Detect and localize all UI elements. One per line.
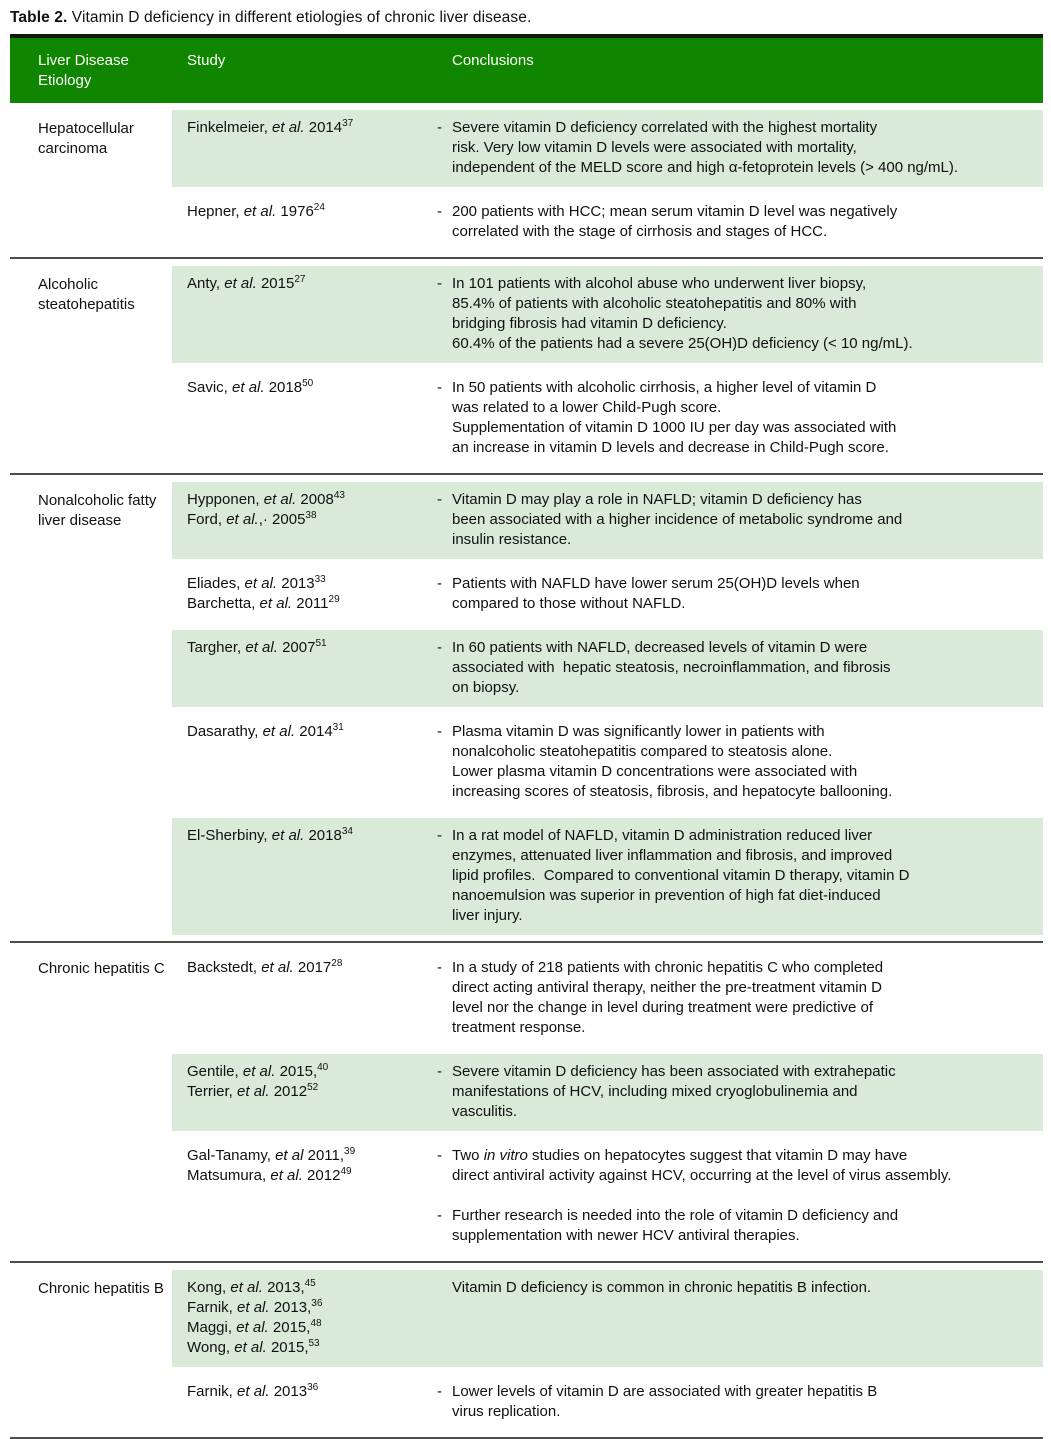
conclusion-line: In 60 patients with NAFLD, decreased levels of vitamin D were	[452, 639, 868, 656]
conclusion-bullet	[437, 202, 1043, 242]
conclusion-cell	[420, 274, 1043, 354]
study-cell	[172, 574, 420, 614]
study-reference	[187, 1382, 420, 1402]
reference-superscript: 43	[333, 490, 345, 501]
study-reference	[187, 490, 420, 510]
plain-text: ,· 2005	[258, 511, 306, 528]
plain-text: 2014	[304, 119, 343, 136]
plain-text: Two	[452, 1147, 484, 1164]
bullet-dash: -	[437, 1063, 442, 1080]
bullet-lines	[452, 1278, 871, 1298]
study-reference	[187, 510, 420, 530]
etiology-section	[10, 103, 1043, 257]
plain-text: Barchetta,	[187, 595, 260, 612]
study-reference	[187, 1338, 420, 1358]
conclusion-cell	[420, 1278, 1043, 1358]
section-rows	[172, 266, 1043, 467]
study-cell	[172, 722, 420, 802]
bullet-dash	[437, 1278, 452, 1298]
conclusion-bullet	[437, 1206, 1043, 1246]
conclusion-line: 200 patients with HCC; mean serum vitamin D level was negatively	[452, 203, 898, 220]
section-rows	[172, 1270, 1043, 1431]
study-cell	[172, 1062, 420, 1122]
conclusion-line: bridging fibrosis had vitamin D deficiency.	[452, 315, 727, 332]
study-cell	[172, 826, 420, 926]
study-reference	[187, 1318, 420, 1338]
table-row	[172, 1138, 1043, 1255]
study-cell	[172, 1278, 420, 1358]
plain-text: Wong,	[187, 1339, 235, 1356]
conclusion-line: Plasma vitamin D was significantly lower in patients with	[452, 723, 825, 740]
reference-superscript: 34	[341, 826, 353, 837]
conclusion-line: virus replication.	[452, 1403, 561, 1420]
study-reference	[187, 594, 420, 614]
conclusion-line: Severe vitamin D deficiency has been associated with extrahepatic	[452, 1063, 896, 1080]
conclusion-bullet	[437, 574, 1043, 614]
bullet-lines	[452, 722, 892, 802]
conclusion-cell	[420, 378, 1043, 458]
reference-superscript: 24	[313, 202, 325, 213]
conclusion-bullet	[437, 722, 1043, 802]
bullet-lines	[452, 1382, 877, 1422]
study-reference	[187, 1082, 420, 1102]
plain-text: Matsumura,	[187, 1167, 271, 1184]
italic-text: et al.	[226, 511, 259, 528]
table-row	[172, 950, 1043, 1047]
conclusion-line: risk. Very low vitamin D levels were associated with mortality,	[452, 139, 857, 156]
italic-text: et al.	[236, 1319, 269, 1336]
conclusion-cell	[420, 638, 1043, 698]
header-cell-study	[172, 51, 420, 91]
bullet-lines	[452, 574, 860, 614]
plain-text: 2013,	[262, 1279, 305, 1296]
conclusion-line: In 50 patients with alcoholic cirrhosis, a higher level of vitamin D	[452, 379, 877, 396]
plain-text: Farnik,	[187, 1299, 238, 1316]
conclusion-line: direct acting antiviral therapy, neither the pre-treatment vitamin D	[452, 979, 882, 996]
reference-superscript: 31	[332, 722, 344, 733]
study-cell	[172, 274, 420, 354]
table-header-row	[10, 34, 1043, 103]
plain-text: Finkelmeier,	[187, 119, 273, 136]
conclusion-line: direct antiviral activity against HCV, occurring at the level of virus assembly.	[452, 1167, 952, 1184]
conclusion-line: Patients with NAFLD have lower serum 25(OH)D levels when	[452, 575, 860, 592]
conclusion-line: In a rat model of NAFLD, vitamin D administration reduced liver	[452, 827, 873, 844]
italic-text: et al.	[261, 959, 294, 976]
conclusion-cell	[420, 1146, 1043, 1246]
study-reference	[187, 722, 420, 742]
italic-text: et al.	[262, 723, 296, 740]
italic-text: et al.	[245, 639, 278, 656]
study-reference	[187, 1146, 420, 1166]
conclusion-line: enzymes, attenuated liver inflammation and fibrosis, and improved	[452, 847, 893, 864]
bullet-dash: -	[437, 1383, 442, 1400]
table-body	[10, 103, 1043, 1437]
plain-text: Dasarathy,	[187, 723, 263, 740]
plain-text: 2015,	[275, 1063, 318, 1080]
plain-text: 2017	[293, 959, 332, 976]
plain-text: 2013	[277, 575, 315, 592]
conclusion-line: increasing scores of steatosis, fibrosis, and hepatocyte ballooning.	[452, 783, 893, 800]
plain-text: Ford,	[187, 511, 227, 528]
conclusion-cell	[420, 490, 1043, 550]
bullet-lines	[452, 378, 896, 458]
conclusion-line: In 101 patients with alcohol abuse who underwent liver biopsy,	[452, 275, 867, 292]
plain-text: Eliades,	[187, 575, 245, 592]
conclusion-line: nanoemulsion was superior in prevention of high fat diet-induced	[452, 887, 881, 904]
reference-superscript: 51	[315, 638, 327, 649]
conclusion-line: insulin resistance.	[452, 531, 572, 548]
reference-superscript: 36	[311, 1298, 323, 1309]
conclusion-cell	[420, 958, 1043, 1038]
plain-text: Anty,	[187, 275, 225, 292]
conclusion-line: an increase in vitamin D levels and decrease in Child-Pugh score.	[452, 439, 889, 456]
reference-superscript: 29	[328, 594, 340, 605]
conclusion-line: level nor the change in level during treatment were predictive of	[452, 999, 874, 1016]
bullet-dash: -	[437, 275, 442, 292]
conclusion-line: Severe vitamin D deficiency correlated with the highest mortality	[452, 119, 878, 136]
conclusion-cell	[420, 1062, 1043, 1122]
reference-superscript: 36	[307, 1382, 319, 1393]
plain-text: 2013,	[269, 1299, 312, 1316]
bullet-dash: -	[437, 639, 442, 656]
table-row	[172, 714, 1043, 811]
study-reference	[187, 274, 420, 294]
table-row	[172, 194, 1043, 251]
plain-text: Maggi,	[187, 1319, 237, 1336]
conclusion-line: lipid profiles. Compared to conventional vitamin D therapy, vitamin D	[452, 867, 910, 884]
conclusion-line: supplementation with newer HCV antiviral therapies.	[452, 1227, 800, 1244]
conclusion-bullet	[437, 490, 1043, 550]
conclusion-bullet	[437, 958, 1043, 1038]
conclusion-line: Supplementation of vitamin D 1000 IU per day was associated with	[452, 419, 897, 436]
table-row	[172, 630, 1043, 707]
plain-text: 2008	[296, 491, 334, 508]
italic-text: et al.	[243, 203, 277, 220]
table-row	[172, 1054, 1043, 1131]
study-cell	[172, 1382, 420, 1422]
reference-superscript: 39	[344, 1146, 356, 1157]
study-reference	[187, 378, 420, 398]
table-row	[172, 1270, 1043, 1367]
etiology-section	[10, 257, 1043, 473]
conclusion-line: Further research is needed into the role of vitamin D deficiency and	[452, 1207, 899, 1224]
table-row	[172, 566, 1043, 623]
italic-text: et al.	[224, 275, 257, 292]
italic-text: et al.	[259, 595, 293, 612]
conclusion-cell	[420, 574, 1043, 614]
conclusion-cell	[420, 826, 1043, 926]
study-reference	[187, 958, 420, 978]
bullet-lines	[452, 1062, 896, 1122]
study-reference	[187, 574, 420, 594]
bullet-dash: -	[437, 203, 442, 220]
bullet-lines	[452, 202, 897, 242]
table-row	[172, 1374, 1043, 1431]
conclusion-line: liver injury.	[452, 907, 523, 924]
table-row	[172, 482, 1043, 559]
bullet-dash: -	[437, 959, 442, 976]
etiology-cell: Nonalcoholic fatty liver disease	[38, 492, 157, 529]
plain-text: 2018	[304, 827, 342, 844]
etiology-section	[10, 941, 1043, 1261]
bullet-lines	[452, 274, 913, 354]
study-reference	[187, 1166, 420, 1186]
italic-text: et al.	[237, 1083, 270, 1100]
conclusion-line: treatment response.	[452, 1019, 586, 1036]
study-cell	[172, 638, 420, 698]
plain-text: Gal-Tanamy,	[187, 1147, 276, 1164]
table-row	[172, 818, 1043, 935]
table-title-label: Table 2.	[10, 9, 68, 26]
header-label-study: Study	[187, 52, 226, 69]
bullet-dash: -	[437, 119, 442, 136]
italic-text: et al.	[242, 1063, 276, 1080]
study-reference	[187, 1298, 420, 1318]
header-label-conclusions: Conclusions	[452, 52, 534, 69]
italic-text: et al.	[237, 1299, 270, 1316]
plain-text: 2013	[269, 1383, 308, 1400]
etiology-section	[10, 1261, 1043, 1437]
table-row	[172, 370, 1043, 467]
conclusion-bullet	[437, 1146, 1043, 1186]
plain-text: 2011,	[303, 1147, 345, 1164]
bullet-lines	[452, 1146, 951, 1186]
conclusion-bullet	[437, 1382, 1043, 1422]
reference-superscript: 50	[302, 378, 314, 389]
etiology-table	[10, 34, 1043, 1439]
conclusion-line: Lower plasma vitamin D concentrations were associated with	[452, 763, 858, 780]
bullet-dash: -	[437, 1147, 442, 1164]
plain-text: 2012	[269, 1083, 308, 1100]
study-cell	[172, 958, 420, 1038]
plain-text: Hepner,	[187, 203, 244, 220]
conclusion-line: vasculitis.	[452, 1103, 518, 1120]
conclusion-cell	[420, 202, 1043, 242]
etiology-cell: Hepatocellular carcinoma	[38, 120, 134, 157]
conclusion-line: associated with hepatic steatosis, necroinflammation, and fibrosis	[452, 659, 891, 676]
study-reference	[187, 1062, 420, 1082]
table-title	[10, 9, 1051, 27]
conclusion-bullet	[437, 638, 1043, 698]
bullet-lines	[452, 826, 909, 926]
etiology-cell: Chronic hepatitis C	[38, 960, 165, 977]
conclusion-line: was related to a lower Child-Pugh score.	[452, 399, 722, 416]
conclusion-bullet	[437, 118, 1043, 178]
conclusion-cell	[420, 722, 1043, 802]
study-reference	[187, 638, 420, 658]
conclusion-line: independent of the MELD score and high α-fetoprotein levels (> 400 ng/mL).	[452, 159, 959, 176]
etiology-cell: Chronic hepatitis B	[38, 1280, 164, 1297]
reference-superscript: 49	[340, 1166, 352, 1177]
study-cell	[172, 1146, 420, 1246]
conclusion-line: Vitamin D may play a role in NAFLD; vitamin D deficiency has	[452, 491, 862, 508]
study-cell	[172, 118, 420, 178]
italic-text: et al.	[271, 827, 305, 844]
conclusion-bullet	[437, 1062, 1043, 1122]
section-rows	[172, 110, 1043, 251]
bullet-lines	[452, 118, 958, 178]
plain-text: Backstedt,	[187, 959, 262, 976]
conclusion-cell	[420, 1382, 1043, 1422]
reference-superscript: 27	[294, 274, 306, 285]
italic-text: et al.	[232, 379, 265, 396]
plain-text: 2015,	[266, 1339, 309, 1356]
plain-text: 1976	[276, 203, 314, 220]
plain-text: 2011	[292, 595, 329, 612]
study-cell	[172, 202, 420, 242]
conclusion-line: Lower levels of vitamin D are associated with greater hepatitis B	[452, 1383, 878, 1400]
conclusion-line: compared to those without NAFLD.	[452, 595, 686, 612]
etiology-section	[10, 473, 1043, 941]
conclusion-line: manifestations of HCV, including mixed cryoglobulinemia and	[452, 1083, 858, 1100]
italic-text: in vitro	[483, 1147, 528, 1164]
section-rows	[172, 482, 1043, 935]
conclusion-line: Vitamin D deficiency is common in chronic hepatitis B infection.	[452, 1279, 872, 1296]
conclusion-line: been associated with a higher incidence of metabolic syndrome and	[452, 511, 903, 528]
italic-text: et al.	[234, 1339, 267, 1356]
bullet-dash: -	[437, 723, 442, 740]
italic-text: et al.	[230, 1279, 263, 1296]
conclusion-line: on biopsy.	[452, 679, 520, 696]
etiology-cell: Alcoholic steatohepatitis	[38, 276, 135, 313]
header-label-etiology: Liver Disease Etiology	[38, 52, 129, 89]
plain-text: Targher,	[187, 639, 246, 656]
italic-text: et al.	[237, 1383, 270, 1400]
plain-text: 2015	[256, 275, 295, 292]
plain-text: Kong,	[187, 1279, 231, 1296]
plain-text: 2015,	[268, 1319, 311, 1336]
bullet-lines	[452, 490, 902, 550]
plain-text: studies on hepatocytes suggest that vitamin D may have	[527, 1147, 908, 1164]
reference-superscript: 33	[314, 574, 326, 585]
reference-superscript: 52	[307, 1082, 319, 1093]
conclusion-line: correlated with the stage of cirrhosis and stages of HCC.	[452, 223, 828, 240]
bullet-lines	[452, 1206, 898, 1246]
header-cell-etiology	[10, 51, 172, 91]
plain-text: Savic,	[187, 379, 233, 396]
conclusion-cell	[420, 118, 1043, 178]
bullet-dash: -	[437, 379, 442, 396]
conclusion-line: In a study of 218 patients with chronic hepatitis C who completed	[452, 959, 884, 976]
plain-text: Gentile,	[187, 1063, 243, 1080]
conclusion-line: 85.4% of patients with alcoholic steatohepatitis and 80% with	[452, 295, 857, 312]
italic-text: et al	[275, 1147, 304, 1164]
reference-superscript: 40	[317, 1062, 329, 1073]
reference-superscript: 28	[331, 958, 343, 969]
plain-text: 2018	[264, 379, 303, 396]
study-reference	[187, 202, 420, 222]
plain-text: Farnik,	[187, 1383, 238, 1400]
reference-superscript: 53	[308, 1338, 320, 1349]
reference-superscript: 48	[310, 1318, 322, 1329]
conclusion-line	[452, 1146, 951, 1166]
conclusion-bullet	[437, 1278, 1043, 1298]
plain-text: El-Sherbiny,	[187, 827, 272, 844]
conclusion-bullet	[437, 826, 1043, 926]
table-title-text: Vitamin D deficiency in different etiologies of chronic liver disease.	[67, 9, 532, 26]
plain-text: Hypponen,	[187, 491, 264, 508]
reference-superscript: 45	[304, 1278, 316, 1289]
bullet-dash: -	[437, 491, 442, 508]
study-cell	[172, 378, 420, 458]
section-rows	[172, 950, 1043, 1255]
bullet-lines	[452, 638, 891, 698]
conclusion-line: nonalcoholic steatohepatitis compared to steatosis alone.	[452, 743, 833, 760]
italic-text: et al.	[272, 119, 305, 136]
table-row	[172, 266, 1043, 363]
conclusion-bullet	[437, 378, 1043, 458]
bullet-dash: -	[437, 575, 442, 592]
reference-superscript: 37	[342, 118, 354, 129]
italic-text: et al.	[270, 1167, 303, 1184]
table-row	[172, 110, 1043, 187]
bullet-dash: -	[437, 827, 442, 844]
italic-text: et al.	[263, 491, 297, 508]
study-reference	[187, 118, 420, 138]
plain-text: 2014	[295, 723, 333, 740]
study-reference	[187, 826, 420, 846]
document-page	[0, 9, 1051, 1439]
reference-superscript: 38	[305, 510, 317, 521]
study-cell	[172, 490, 420, 550]
plain-text: Terrier,	[187, 1083, 238, 1100]
plain-text: 2012	[302, 1167, 341, 1184]
conclusion-bullet	[437, 274, 1043, 354]
bullet-lines	[452, 958, 883, 1038]
header-cell-conclusions	[420, 51, 1043, 91]
italic-text: et al.	[244, 575, 278, 592]
plain-text: 2007	[277, 639, 316, 656]
study-reference	[187, 1278, 420, 1298]
conclusion-line: 60.4% of the patients had a severe 25(OH)D deficiency (< 10 ng/mL).	[452, 335, 913, 352]
bullet-dash: -	[437, 1207, 442, 1224]
